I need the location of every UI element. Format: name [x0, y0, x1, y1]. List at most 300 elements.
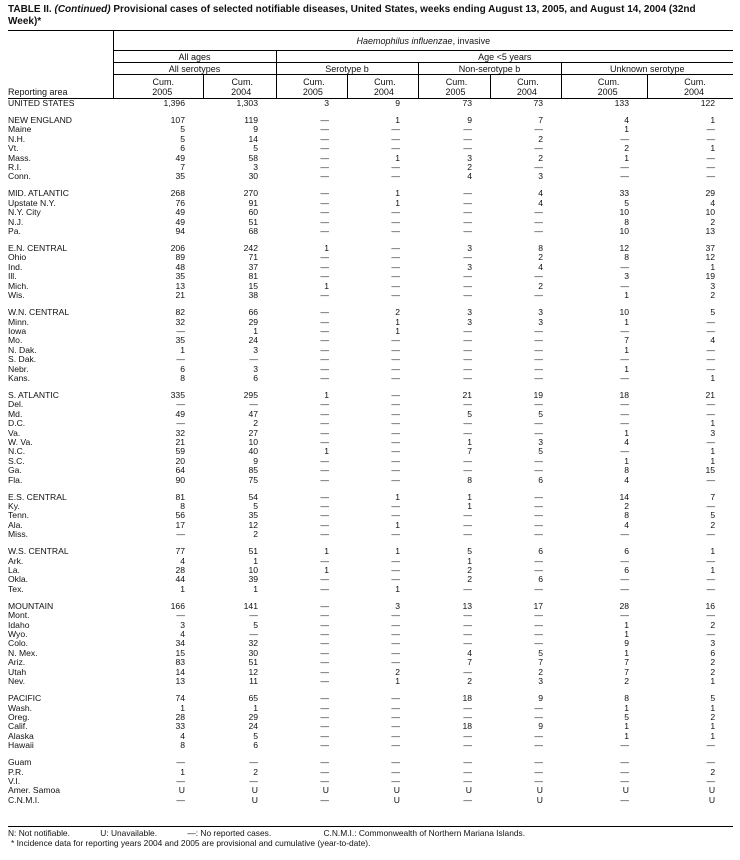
cell-value: 1: [467, 555, 472, 566]
cell-value: —: [391, 766, 400, 777]
cell-value: —: [391, 730, 400, 741]
table-row: [8, 476, 733, 485]
cell-value: —: [320, 133, 329, 144]
cell-value: 7: [467, 446, 472, 457]
cell-value: 65: [248, 693, 258, 704]
column-header: Cum. 2004: [490, 75, 561, 99]
table-row: [8, 677, 733, 686]
cell-value: 2: [253, 766, 258, 777]
cell-value: 1: [324, 446, 329, 457]
cell-value: —: [620, 399, 629, 410]
table-row: [8, 172, 733, 181]
cell-value: —: [176, 610, 185, 621]
cell-value: 73: [533, 98, 543, 108]
cell-value: 2: [538, 133, 543, 144]
cell-value: —: [620, 794, 629, 805]
cell-value: —: [391, 143, 400, 154]
reporting-area: N.Y. City: [8, 207, 41, 218]
cell-value: —: [620, 372, 629, 383]
cell-value: 13: [175, 280, 185, 291]
cell-value: —: [534, 565, 543, 576]
reporting-area: E.S. CENTRAL: [8, 491, 67, 502]
cell-value: 8: [538, 243, 543, 254]
cell-value: —: [620, 162, 629, 173]
table-title: [8, 4, 728, 28]
cell-value: —: [463, 354, 472, 365]
cell-value: 1: [710, 418, 716, 429]
cell-value: 28: [175, 711, 185, 722]
column-header: Cum. 2005: [276, 75, 347, 99]
cell-value: —: [391, 207, 400, 218]
cell-value: 2: [710, 519, 716, 530]
cell-value: —: [706, 133, 716, 144]
cell-value: —: [706, 583, 716, 594]
cell-value: —: [534, 510, 543, 521]
cell-value: —: [320, 794, 329, 805]
reporting-area: N.H.: [8, 133, 26, 144]
cell-value: 1: [253, 702, 258, 713]
cell-value: 77: [175, 546, 185, 557]
reporting-area: Ga.: [8, 465, 22, 476]
cell-value: 268: [170, 188, 185, 199]
cell-value: 1: [324, 565, 329, 576]
cell-value: —: [706, 399, 716, 410]
cell-value: 35: [248, 510, 258, 521]
cell-value: U: [622, 785, 629, 796]
cell-value: —: [706, 529, 716, 540]
cell-value: 1: [180, 583, 185, 594]
reporting-area: Okla.: [8, 574, 29, 585]
cell-value: 19: [533, 389, 543, 400]
cell-value: 1: [624, 152, 629, 163]
reporting-area: NEW ENGLAND: [8, 115, 72, 125]
cell-value: —: [534, 216, 543, 227]
cell-value: 8: [180, 501, 185, 511]
cell-value: —: [176, 757, 185, 768]
continued-label: (Continued): [54, 4, 111, 15]
cell-value: —: [463, 529, 472, 540]
cell-value: —: [320, 363, 329, 374]
cell-value: —: [534, 455, 543, 466]
cell-value: 1: [624, 629, 629, 640]
cell-value: —: [391, 418, 400, 429]
cell-value: 56: [175, 510, 185, 521]
cell-value: 21: [705, 389, 716, 400]
cell-value: —: [320, 207, 329, 218]
cell-value: —: [463, 363, 472, 374]
cell-value: —: [463, 775, 472, 786]
cell-value: —: [534, 766, 543, 777]
cell-value: 141: [243, 600, 258, 611]
reporting-area: PACIFIC: [8, 693, 42, 704]
cell-value: —: [534, 555, 543, 566]
cell-value: —: [620, 775, 629, 786]
cell-value: —: [391, 740, 400, 751]
cell-value: 5: [467, 546, 472, 557]
column-header: Cum. 2005: [113, 75, 203, 99]
reporting-area: Tenn.: [8, 510, 30, 521]
cell-value: —: [620, 555, 629, 566]
cell-value: 81: [248, 271, 258, 282]
cell-value: 58: [248, 152, 258, 163]
cell-value: —: [534, 740, 543, 751]
cell-value: 8: [624, 216, 629, 227]
cell-value: —: [706, 436, 716, 447]
cell-value: 5: [180, 124, 185, 135]
reporting-area: Maine: [8, 124, 32, 135]
cell-value: —: [320, 252, 329, 263]
cell-value: —: [320, 600, 329, 611]
legend-n: N: Not notifiable.: [8, 828, 70, 838]
cell-value: 9: [253, 124, 258, 135]
reporting-area-header: Reporting area: [8, 75, 113, 99]
cell-value: —: [320, 436, 329, 447]
cell-value: 1: [624, 619, 629, 630]
cell-value: 33: [175, 721, 185, 732]
cell-value: —: [320, 666, 329, 677]
cell-value: 44: [175, 574, 185, 585]
disease-table: [8, 30, 733, 805]
legend-dash: —: No reported cases.: [187, 828, 272, 838]
cell-value: 1: [395, 546, 400, 557]
cell-value: —: [463, 702, 472, 713]
cell-value: —: [320, 271, 329, 282]
cell-value: —: [706, 610, 716, 621]
cell-value: 49: [175, 408, 185, 419]
cell-value: 83: [175, 657, 185, 668]
reporting-area: Wyo.: [8, 629, 28, 640]
cell-value: —: [320, 702, 329, 713]
reporting-area: Guam: [8, 757, 32, 768]
cell-value: —: [463, 711, 472, 722]
cell-value: 206: [170, 243, 185, 254]
cell-value: 4: [624, 436, 629, 447]
cell-value: —: [706, 740, 716, 751]
cell-value: 1: [624, 721, 629, 732]
cell-value: —: [176, 794, 185, 805]
cell-value: 3: [467, 261, 472, 272]
cell-value: —: [320, 216, 329, 227]
cell-value: —: [391, 574, 400, 585]
cell-value: —: [391, 436, 400, 447]
cell-value: —: [320, 721, 329, 732]
reporting-area: MID. ATLANTIC: [8, 188, 69, 199]
cell-value: —: [391, 124, 400, 135]
cell-value: 12: [248, 666, 258, 677]
cell-value: U: [536, 794, 543, 805]
cell-value: 76: [175, 197, 185, 208]
cell-value: —: [534, 271, 543, 282]
cell-value: 7: [538, 115, 543, 125]
cell-value: 9: [467, 115, 472, 125]
cell-value: —: [320, 657, 329, 668]
cell-value: 1: [395, 676, 400, 687]
cell-value: 11: [249, 676, 258, 687]
cell-value: 6: [180, 363, 185, 374]
cell-value: —: [463, 519, 472, 530]
cell-value: —: [534, 610, 543, 621]
reporting-area: Iowa: [8, 325, 27, 336]
cell-value: 1: [710, 721, 716, 732]
cell-value: 8: [624, 465, 629, 476]
non-serotype-b-header: Non-serotype b: [418, 63, 561, 75]
cell-value: —: [620, 325, 629, 336]
reporting-area: Amer. Samoa: [8, 785, 61, 796]
cell-value: —: [320, 775, 329, 786]
reporting-area: N.C.: [8, 446, 26, 457]
cell-value: —: [706, 757, 716, 768]
cell-value: 10: [619, 226, 629, 237]
cell-value: —: [391, 446, 400, 457]
cell-value: 119: [244, 115, 258, 125]
footnote: * Incidence data for reporting years 2004 and 2005 are provisional and cumulative (year-to-date).: [11, 838, 371, 848]
cell-value: —: [706, 171, 716, 182]
cell-value: —: [391, 629, 400, 640]
cell-value: 3: [253, 162, 258, 173]
reporting-area: Vt.: [8, 143, 19, 154]
cell-value: —: [320, 619, 329, 630]
cell-value: 1: [395, 316, 400, 327]
cell-value: 1: [710, 546, 716, 557]
cell-value: —: [391, 216, 400, 227]
cell-value: 1: [710, 446, 716, 457]
cell-value: 2: [538, 666, 543, 677]
cell-value: 4: [180, 730, 185, 741]
cell-value: 2: [467, 574, 472, 585]
cell-value: 1: [710, 143, 716, 154]
cell-value: —: [463, 510, 472, 521]
cell-value: —: [391, 647, 400, 658]
cell-value: 49: [175, 216, 185, 227]
cell-value: —: [320, 474, 329, 485]
cell-value: 6: [538, 474, 543, 485]
cell-value: —: [706, 775, 716, 786]
cell-value: 9: [538, 693, 543, 704]
cell-value: 2: [395, 307, 400, 318]
table-row: [8, 796, 733, 805]
cell-value: 13: [175, 676, 185, 687]
cell-value: 2: [253, 529, 258, 540]
cell-value: 5: [624, 197, 629, 208]
cell-value: 82: [175, 307, 185, 318]
cell-value: —: [534, 344, 543, 355]
cell-value: 15: [175, 647, 185, 658]
reporting-area: Oreg.: [8, 711, 30, 722]
cell-value: 1: [324, 280, 329, 291]
cell-value: 3: [538, 316, 543, 327]
cell-value: —: [320, 465, 329, 476]
cell-value: —: [320, 693, 329, 704]
cell-value: 4: [467, 647, 472, 658]
cell-value: —: [620, 766, 629, 777]
cell-value: —: [320, 307, 329, 318]
reporting-area: W.S. CENTRAL: [8, 546, 69, 557]
cell-value: —: [463, 133, 472, 144]
cell-value: —: [391, 280, 400, 291]
cell-value: 1: [624, 455, 629, 466]
cell-value: 71: [248, 252, 258, 263]
reporting-area: Nev.: [8, 676, 26, 687]
cell-value: —: [320, 197, 329, 208]
cell-value: 49: [175, 207, 185, 218]
reporting-area: Md.: [8, 408, 23, 419]
cell-value: —: [620, 408, 629, 419]
cell-value: 1: [253, 325, 258, 336]
cell-value: 14: [175, 666, 185, 677]
cell-value: —: [249, 610, 258, 621]
cell-value: —: [391, 252, 400, 263]
cell-value: —: [249, 757, 258, 768]
cell-value: —: [706, 474, 716, 485]
cell-value: 10: [248, 436, 258, 447]
cell-value: 9: [624, 638, 629, 649]
cell-value: 2: [624, 501, 629, 511]
unknown-serotype-header: Unknown serotype: [561, 63, 733, 75]
cell-value: 2: [395, 666, 400, 677]
cell-value: 6: [538, 574, 543, 585]
cell-value: 8: [624, 693, 629, 704]
cell-value: 3: [538, 307, 543, 318]
cell-value: —: [534, 207, 543, 218]
cell-value: 1: [467, 436, 472, 447]
cell-value: —: [320, 152, 329, 163]
cell-value: —: [391, 775, 400, 786]
cell-value: —: [320, 583, 329, 594]
cell-value: —: [391, 455, 400, 466]
cell-value: —: [534, 399, 543, 410]
cell-value: —: [534, 418, 543, 429]
reporting-area: Kans.: [8, 372, 30, 383]
reporting-area: Ohio: [8, 252, 27, 263]
cell-value: U: [251, 785, 258, 796]
cell-value: —: [620, 418, 629, 429]
cell-value: 1: [395, 519, 400, 530]
cell-value: 6: [710, 647, 716, 658]
cell-value: 295: [243, 389, 258, 400]
cell-value: 1: [624, 730, 629, 741]
column-header: Cum. 2005: [418, 75, 490, 99]
cell-value: —: [534, 354, 543, 365]
cell-value: —: [463, 143, 472, 154]
reporting-area: Ark.: [8, 555, 24, 566]
cell-value: —: [620, 740, 629, 751]
cell-value: —: [320, 316, 329, 327]
cell-value: 33: [619, 188, 629, 199]
cell-value: 5: [710, 510, 716, 521]
cell-value: 9: [395, 98, 400, 108]
cell-value: —: [463, 344, 472, 355]
reporting-area: S. Dak.: [8, 354, 37, 365]
cell-value: 3: [395, 600, 400, 611]
cell-value: 3: [624, 271, 629, 282]
cell-value: 1: [180, 702, 185, 713]
cell-value: 133: [614, 98, 629, 108]
reporting-area: La.: [8, 565, 20, 576]
cell-value: 4: [710, 197, 716, 208]
cell-value: 1: [180, 766, 185, 777]
cell-value: 1: [710, 455, 716, 466]
cell-value: 1: [624, 427, 629, 438]
cell-value: 2: [710, 711, 716, 722]
cell-value: 3: [324, 98, 329, 108]
cell-value: 91: [248, 197, 258, 208]
cell-value: —: [176, 418, 185, 429]
cell-value: 74: [175, 693, 185, 704]
cell-value: 1: [395, 115, 400, 125]
reporting-area: Tex.: [8, 583, 24, 594]
cell-value: —: [320, 711, 329, 722]
cell-value: —: [176, 529, 185, 540]
cell-value: 3: [467, 152, 472, 163]
cell-value: 5: [253, 730, 258, 741]
cell-value: 1: [710, 676, 716, 687]
cell-value: —: [534, 124, 543, 135]
reporting-area: Mo.: [8, 335, 23, 346]
cell-value: 89: [175, 252, 185, 263]
cell-value: 39: [248, 574, 258, 585]
table-row: [8, 585, 733, 594]
cell-value: 38: [248, 290, 258, 301]
cell-value: —: [534, 757, 543, 768]
cell-value: —: [706, 408, 716, 419]
cell-value: —: [620, 133, 629, 144]
cell-value: —: [463, 399, 472, 410]
cell-value: —: [320, 290, 329, 301]
reporting-area: Upstate N.Y.: [8, 197, 56, 208]
cell-value: 4: [180, 629, 185, 640]
cell-value: 1,396: [163, 98, 185, 108]
cell-value: 3: [180, 619, 185, 630]
cell-value: —: [463, 619, 472, 630]
reporting-area: S.C.: [8, 455, 25, 466]
table-row: [8, 741, 733, 750]
cell-value: 4: [538, 188, 543, 199]
cell-value: —: [706, 501, 716, 511]
cell-value: —: [249, 629, 258, 640]
cell-value: 20: [175, 455, 185, 466]
cell-value: 1: [710, 565, 716, 576]
cell-value: 1: [253, 583, 258, 594]
cell-value: —: [534, 775, 543, 786]
cell-value: 5: [253, 501, 258, 511]
cell-value: —: [463, 290, 472, 301]
reporting-area: Mass.: [8, 152, 31, 163]
cell-value: 4: [538, 261, 543, 272]
cell-value: —: [391, 133, 400, 144]
cell-value: 2: [538, 152, 543, 163]
cell-value: 48: [175, 261, 185, 272]
cell-value: U: [536, 785, 543, 796]
cell-value: 18: [462, 721, 472, 732]
cell-value: —: [463, 124, 472, 135]
column-header: Cum. 2005: [561, 75, 647, 99]
cell-value: 1: [710, 115, 716, 125]
cell-value: —: [320, 261, 329, 272]
cell-value: —: [391, 261, 400, 272]
cell-value: 335: [170, 389, 185, 400]
cell-value: —: [534, 226, 543, 237]
cell-value: 5: [710, 307, 716, 318]
serotype-b-header: Serotype b: [276, 63, 418, 75]
cell-value: —: [620, 171, 629, 182]
cell-value: —: [706, 555, 716, 566]
cell-value: 34: [175, 638, 185, 649]
cell-value: —: [391, 399, 400, 410]
cell-value: —: [391, 510, 400, 521]
cell-value: —: [534, 519, 543, 530]
cell-value: —: [463, 766, 472, 777]
cell-value: —: [463, 740, 472, 751]
